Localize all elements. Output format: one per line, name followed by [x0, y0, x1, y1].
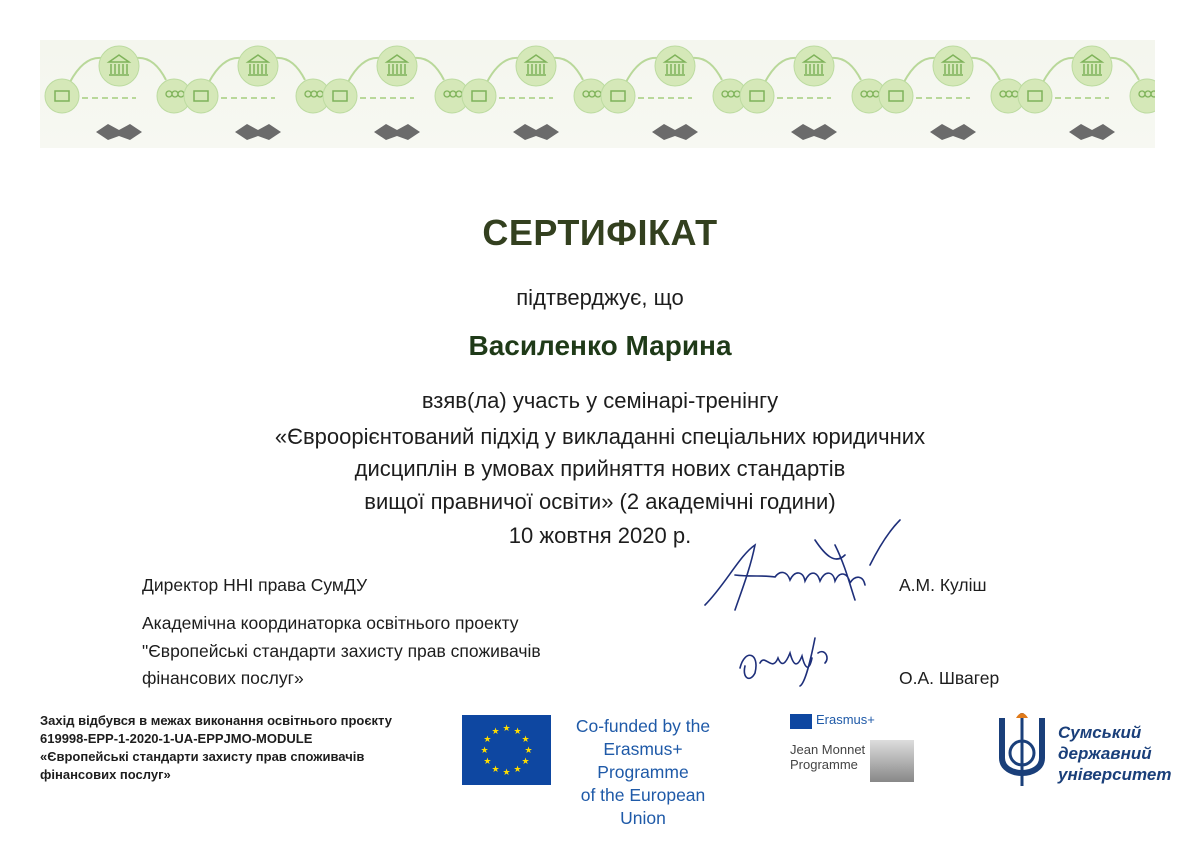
briefcase-icon	[45, 79, 79, 113]
jean-monnet-logo	[788, 712, 918, 782]
eu-text-line1: Co-funded by the	[575, 716, 711, 736]
footer-line3: «Європейські стандарти захисту прав споживачів	[40, 749, 365, 764]
university-line1: Сумський	[1058, 723, 1142, 742]
footer-line1: Захід відбувся в межах виконання освітнього проєкту	[40, 713, 392, 728]
eu-star: ★	[502, 724, 511, 734]
erasmus-flag	[790, 714, 812, 729]
university-line2: державний	[1058, 744, 1152, 763]
eu-star: ★	[521, 735, 530, 745]
handshake-icon	[1069, 124, 1115, 140]
briefcase-icon	[1018, 79, 1052, 113]
eu-star: ★	[502, 768, 511, 778]
event-date: 10 жовтня 2020 р.	[508, 523, 692, 548]
seminar-title-line3: вищої правничої освіти» (2 академічні години)	[364, 489, 836, 514]
briefcase-icon	[184, 79, 218, 113]
eu-flag	[462, 715, 551, 785]
seminar-title-line2: дисциплін в умовах прийняття нових стандартів	[354, 456, 846, 481]
eu-star: ★	[480, 746, 489, 756]
director-role: Директор ННІ права СумДУ	[142, 575, 368, 595]
jean-monnet-title	[790, 742, 865, 772]
certificate-title: СЕРТИФІКАТ	[482, 212, 718, 253]
briefcase-icon	[601, 79, 635, 113]
handshake-icon	[930, 124, 976, 140]
jean-monnet-line2: Programme	[790, 757, 858, 772]
eu-text-line3: of the European Union	[580, 785, 706, 828]
eu-star: ★	[513, 726, 522, 737]
banner-pattern	[40, 40, 1155, 148]
recipient-name: Василенко Марина	[468, 330, 732, 361]
handshake-icon	[374, 124, 420, 140]
erasmus-plus-label: Erasmus+	[816, 712, 875, 727]
eu-star: ★	[483, 735, 492, 745]
handshake-icon	[791, 124, 837, 140]
briefcase-icon	[740, 79, 774, 113]
seminar-title-line1: «Євроорієнтований підхід у викладанні спеціальних юридичних	[274, 424, 926, 449]
eu-cofunded-text	[558, 715, 728, 830]
briefcase-icon	[462, 79, 496, 113]
eu-stars	[462, 715, 551, 785]
jean-monnet-portrait	[870, 740, 914, 782]
coordinator-signature	[730, 628, 850, 688]
footer-line2: 619998-EPP-1-2020-1-UA-EPPJMO-MODULE	[40, 731, 313, 746]
university-line3: університет	[1058, 765, 1172, 784]
coordinator-role-line1: Академічна координаторка освітнього проекту	[142, 613, 519, 633]
coordinator-role-line2: "Європейські стандарти захисту прав споживачів	[142, 641, 541, 661]
eu-text-line2: Erasmus+ Programme	[597, 739, 689, 782]
decorative-banner	[40, 40, 1155, 148]
confirms-text: підтверджує, що	[516, 285, 684, 310]
eu-star: ★	[491, 726, 500, 737]
university-name	[1058, 722, 1171, 785]
eu-star: ★	[513, 765, 522, 776]
handshake-icon	[513, 124, 559, 140]
sumdu-logo	[992, 708, 1052, 788]
briefcase-icon	[323, 79, 357, 113]
footer-line4: фінансових послуг»	[40, 767, 171, 782]
briefcase-icon	[879, 79, 913, 113]
jean-monnet-line1: Jean Monnet	[790, 742, 866, 757]
director-signature	[695, 515, 910, 620]
footer-project-info	[40, 712, 460, 784]
coordinator-name: О.А. Швагер	[899, 668, 1000, 688]
eu-star: ★	[524, 746, 533, 756]
handshake-icon	[96, 124, 142, 140]
participation-text: взяв(ла) участь у семінарі-тренінгу	[421, 388, 779, 413]
handshake-icon	[235, 124, 281, 140]
coordinator-role-line3: фінансових послуг»	[142, 668, 304, 688]
handshake-icon	[652, 124, 698, 140]
eu-star: ★	[521, 757, 530, 767]
eu-star: ★	[483, 757, 492, 767]
eu-star: ★	[491, 765, 500, 776]
director-name: А.М. Куліш	[899, 575, 987, 595]
